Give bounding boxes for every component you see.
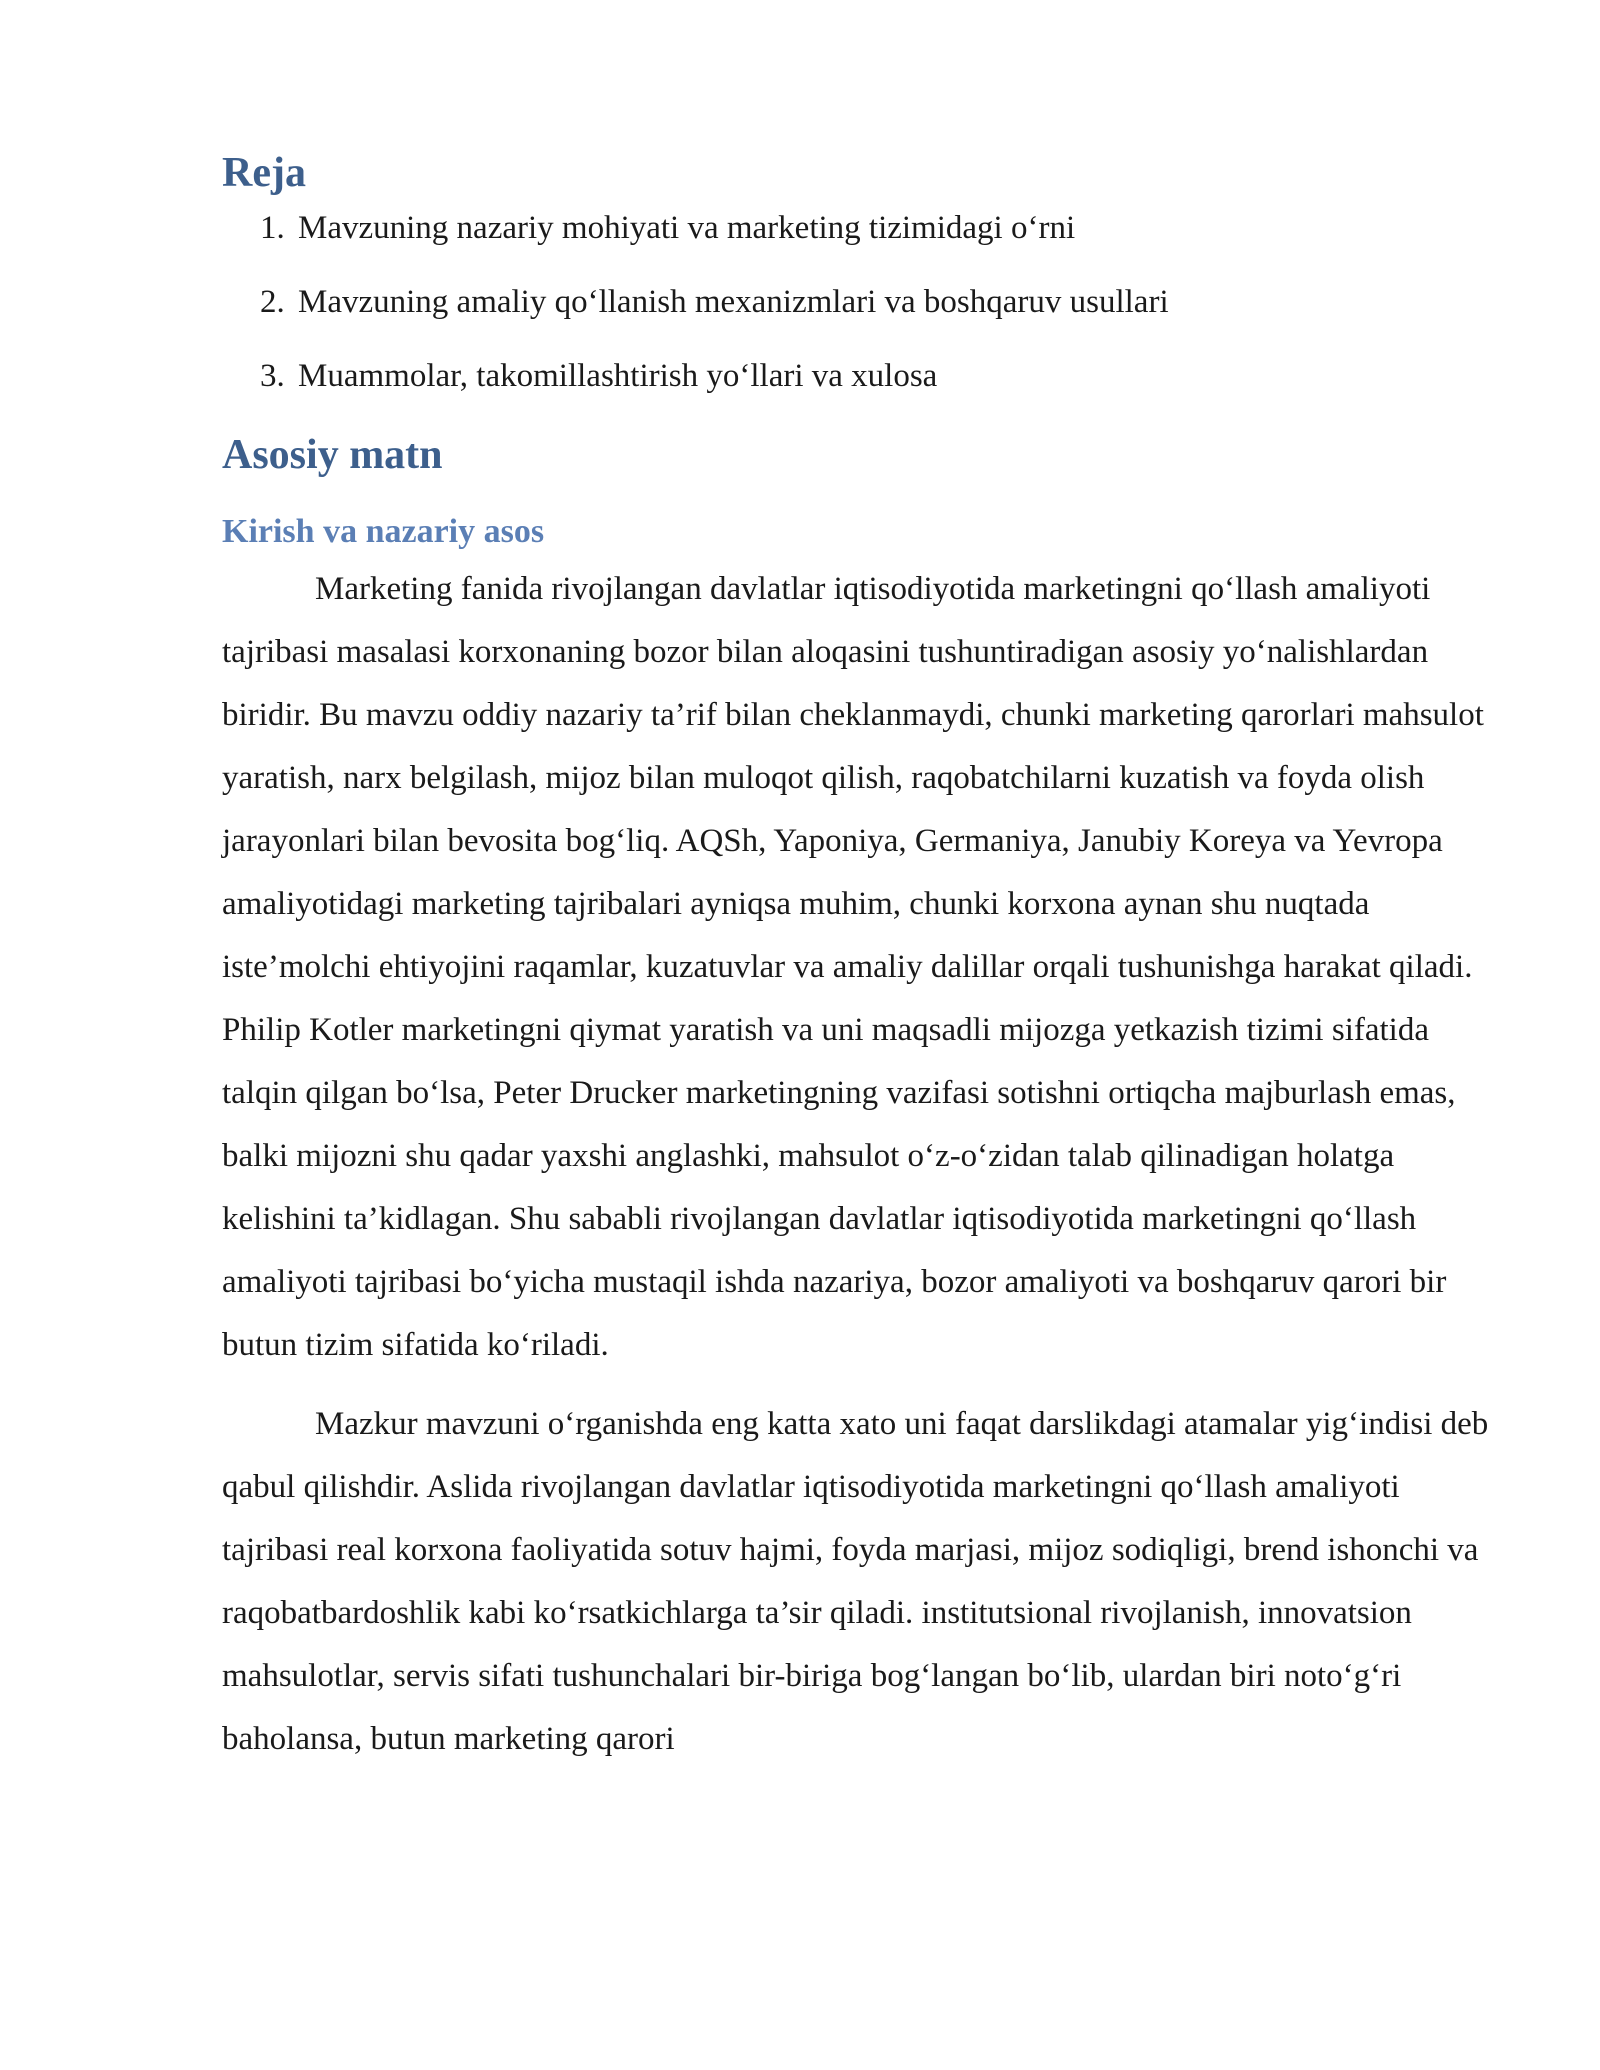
body-paragraph: Marketing fanida rivojlangan davlatlar iqtisodiyotida marketingni qo‘llash amaliyoti tajribasi masalasi korxonaning bozor bilan aloqasini tushuntiradigan asosiy yo‘nalishlardan biridir. Bu mavzu oddiy nazariy ta’rif bilan cheklanmaydi, chunki marketing qarorlari mahsulot yaratish, narx belgilash, mijoz bilan muloqot qilish, raqobatchilarni kuzatish va foyda olish jarayonlari bilan bevosita bog‘liq. AQSh, Yaponiya, Germaniya, Janubiy Koreya va Yevropa amaliyotidagi marketing tajribalari ayniqsa muhim, chunki korxona aynan shu nuqtada iste’molchi ehtiyojini raqamlar, kuzatuvlar va amaliy dalillar orqali tushunishga harakat qiladi. Philip Kotler marketingni qiymat yaratish va uni maqsadli mijozga yetkazish tizimi sifatida talqin qilgan bo‘lsa, Peter Drucker marketingning vazifasi sotishni ortiqcha majburlash emas, balki mijozni shu qadar yaxshi anglashki, mahsulot o‘z-o‘zidan talab qilinadigan holatga kelishini ta’kidlagan. Shu sababli rivojlangan davlatlar iqtisodiyotida marketingni qo‘llash amaliyoti tajribasi bo‘yicha mustaqil ishda nazariya, bozor amaliyoti va boshqaruv qarori bir butun tizim sifatida ko‘riladi. [222,571,1484,1363]
plan-item-text: Mavzuning amaliy qo‘llanish mexanizmlari va boshqaruv usullari [298,284,1169,320]
plan-item-number: 3. [260,358,285,394]
body-paragraph: Mazkur mavzuni o‘rganishda eng katta xato uni faqat darslikdagi atamalar yig‘indisi deb qabul qilishdir. Aslida rivojlangan davlatlar iqtisodiyotida marketingni qo‘llash amaliyoti tajribasi real korxona faoliyatida sotuv hajmi, foyda marjasi, mijoz sodiqligi, brend ishonchi va raqobatbardoshlik kabi ko‘rsatkichlarga ta’sir qiladi. institutsional rivojlanish, innovatsion mahsulotlar, servis sifati tushunchalari bir-biriga bog‘langan bo‘lib, ulardan biri noto‘g‘ri baholansa, butun marketing qarori [222,1406,1489,1757]
main-text-heading: Asosiy matn [222,432,443,478]
document-page [222,148,1490,1771]
plan-item-text: Muammolar, takomillashtirish yo‘llari va xulosa [298,358,938,394]
plan-item-number: 2. [260,284,285,320]
plan-item-text: Mavzuning nazariy mohiyati va marketing tizimidagi o‘rni [298,210,1076,246]
plan-item-number: 1. [260,210,285,246]
plan-item [222,282,1490,322]
plan-heading: Reja [222,150,306,196]
section-heading: Kirish va nazariy asos [222,513,545,550]
plan-list [222,208,1490,396]
plan-item [222,356,1490,396]
plan-item [222,208,1490,248]
